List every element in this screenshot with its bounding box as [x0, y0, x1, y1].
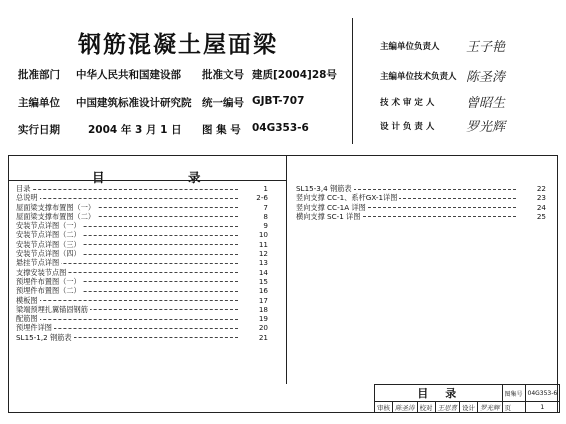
toc-entry-label: 屋面梁支撑布置图（一） — [16, 202, 96, 212]
toc-entry-label: 安装节点详图（三） — [16, 239, 81, 249]
toc-entry-label: 安装节点详图（一） — [16, 221, 81, 231]
toc-entry-label: 支撑安装节点图 — [16, 267, 67, 277]
toc-entry — [16, 268, 270, 277]
toc-entry-page: 23 — [536, 193, 546, 203]
toc-entry-label: 横向支撑 SC-1 详图 — [296, 211, 361, 221]
approval-dept-label: 批准部门 — [18, 69, 60, 81]
toc-entry-page: 18 — [258, 304, 268, 314]
toc-entry — [16, 277, 270, 286]
toc-entry-label: 预埋件布置图（二） — [16, 286, 81, 296]
signature-name: 王子艳 — [466, 40, 506, 55]
signature-name: 曾昭生 — [466, 96, 506, 111]
approval-dept: 中华人民共和国建设部 — [76, 69, 181, 81]
toc-entry — [16, 258, 270, 267]
toc-entry-page: 7 — [263, 202, 268, 212]
title-block-atlas-label: 图集号 — [502, 385, 525, 402]
signature-label: 主编单位负责人 — [380, 42, 440, 52]
approval-doc: 建质[2004]28号 — [252, 69, 337, 81]
date-label: 实行日期 — [18, 124, 60, 136]
effective-date: 2004 年 3 月 1 日 — [88, 124, 182, 136]
toc-entry-page: 19 — [258, 314, 268, 324]
design-label: 设计 — [460, 402, 478, 413]
toc-entry — [296, 203, 546, 212]
toc-entry — [16, 203, 270, 212]
toc-entry-page: 14 — [258, 267, 268, 277]
toc-entry-page: 24 — [536, 202, 546, 212]
toc-right-list — [296, 184, 546, 221]
toc-entry-page: 16 — [258, 286, 268, 296]
signature-divider — [352, 18, 353, 144]
toc-entry — [16, 249, 270, 258]
toc-entry-page: 1 — [263, 184, 268, 193]
toc-entry — [296, 212, 546, 221]
toc-entry-label: 梁端预埋扎翼锚固钢筋 — [16, 304, 88, 314]
toc-entry — [16, 240, 270, 249]
reviewer: 陈圣涛 — [393, 402, 418, 413]
signature-name: 罗光辉 — [466, 120, 506, 135]
editor-unit-label: 主编单位 — [18, 97, 60, 109]
toc-entry-page: 2-6 — [256, 193, 268, 203]
signature-label: 技 术 审 定 人 — [380, 98, 435, 108]
toc-entry-label: 预埋件布置图（一） — [16, 276, 81, 286]
toc-entry — [16, 230, 270, 239]
toc-entry-page: 11 — [258, 239, 268, 249]
toc-entry — [16, 193, 270, 202]
toc-entry — [16, 286, 270, 295]
page-number: 1 — [525, 402, 560, 413]
toc-entry-page: 10 — [258, 230, 268, 240]
toc-entry-label: SL15-1,2 钢筋表 — [16, 332, 72, 342]
atlas-label: 图 集 号 — [202, 124, 241, 136]
toc-entry — [16, 305, 270, 314]
toc-entry-label: 屋面梁支撑布置图（二） — [16, 211, 96, 221]
page-label: 页 — [502, 402, 525, 413]
toc-entry-page: 9 — [263, 221, 268, 231]
toc-entry — [296, 193, 546, 202]
toc-entry-label: 安装节点详图（二） — [16, 230, 81, 240]
toc-entry — [16, 184, 270, 193]
toc-leader — [18, 198, 238, 199]
toc-heading-left: 目 — [92, 170, 105, 185]
toc-entry-page: 22 — [536, 184, 546, 193]
signature-name: 陈圣涛 — [466, 70, 506, 85]
toc-entry-label: 悬挂节点详图 — [16, 258, 60, 268]
toc-entry-label: 安装节点详图（四） — [16, 249, 81, 259]
title-block — [374, 384, 560, 413]
toc-entry-label: 竖向支撑 CC-1、系杆GX-1详图 — [296, 193, 398, 203]
serial-label: 统一编号 — [202, 97, 244, 109]
serial: GJBT-707 — [252, 95, 305, 107]
toc-entry-page: 8 — [263, 211, 268, 221]
toc-entry — [16, 221, 270, 230]
toc-entry-page: 17 — [258, 295, 268, 305]
toc-entry-page: 13 — [258, 258, 268, 268]
toc-entry — [296, 184, 546, 193]
toc-entry-label: 模板图 — [16, 295, 38, 305]
designer: 罗光辉 — [478, 402, 503, 413]
toc-left-list — [16, 184, 270, 342]
check-label: 校对 — [417, 402, 435, 413]
toc-entry-label: SL15-3,4 钢筋表 — [296, 184, 352, 193]
toc-entry-label: 目录 — [16, 184, 31, 193]
atlas-number: 04G353-6 — [252, 122, 309, 134]
toc-entry — [16, 212, 270, 221]
toc-column-divider — [286, 156, 287, 384]
title-block-name: 目 录 — [375, 385, 503, 402]
toc-heading-rule — [8, 180, 286, 181]
approval-doc-label: 批准文号 — [202, 69, 244, 81]
toc-entry-label: 配筋图 — [16, 314, 38, 324]
review-label: 审核 — [375, 402, 393, 413]
toc-entry-page: 15 — [258, 276, 268, 286]
toc-entry-page: 21 — [258, 332, 268, 342]
toc-entry-page: 12 — [258, 249, 268, 259]
signature-label: 设 计 负 责 人 — [380, 122, 435, 132]
toc-heading-right: 录 — [188, 170, 201, 185]
toc-entry — [16, 333, 270, 342]
toc-leader — [18, 189, 238, 190]
toc-entry-label: 预埋件详图 — [16, 323, 52, 333]
checker: 王思喜 — [435, 402, 460, 413]
toc-entry — [16, 323, 270, 332]
toc-entry-page: 20 — [258, 323, 268, 333]
editor-unit: 中国建筑标准设计研究院 — [76, 97, 192, 109]
toc-leader — [18, 319, 238, 320]
toc-entry-label: 竖向支撑 CC-1A 详图 — [296, 202, 366, 212]
document-title: 钢筋混凝土屋面梁 — [78, 31, 278, 58]
toc-entry-page: 25 — [536, 211, 546, 221]
toc-entry — [16, 314, 270, 323]
toc-entry — [16, 296, 270, 305]
toc-entry-label: 总说明 — [16, 193, 38, 203]
toc-leader — [18, 300, 238, 301]
title-block-atlas: 04G353-6 — [525, 385, 560, 402]
signature-label: 主编单位技术负责人 — [380, 72, 457, 82]
